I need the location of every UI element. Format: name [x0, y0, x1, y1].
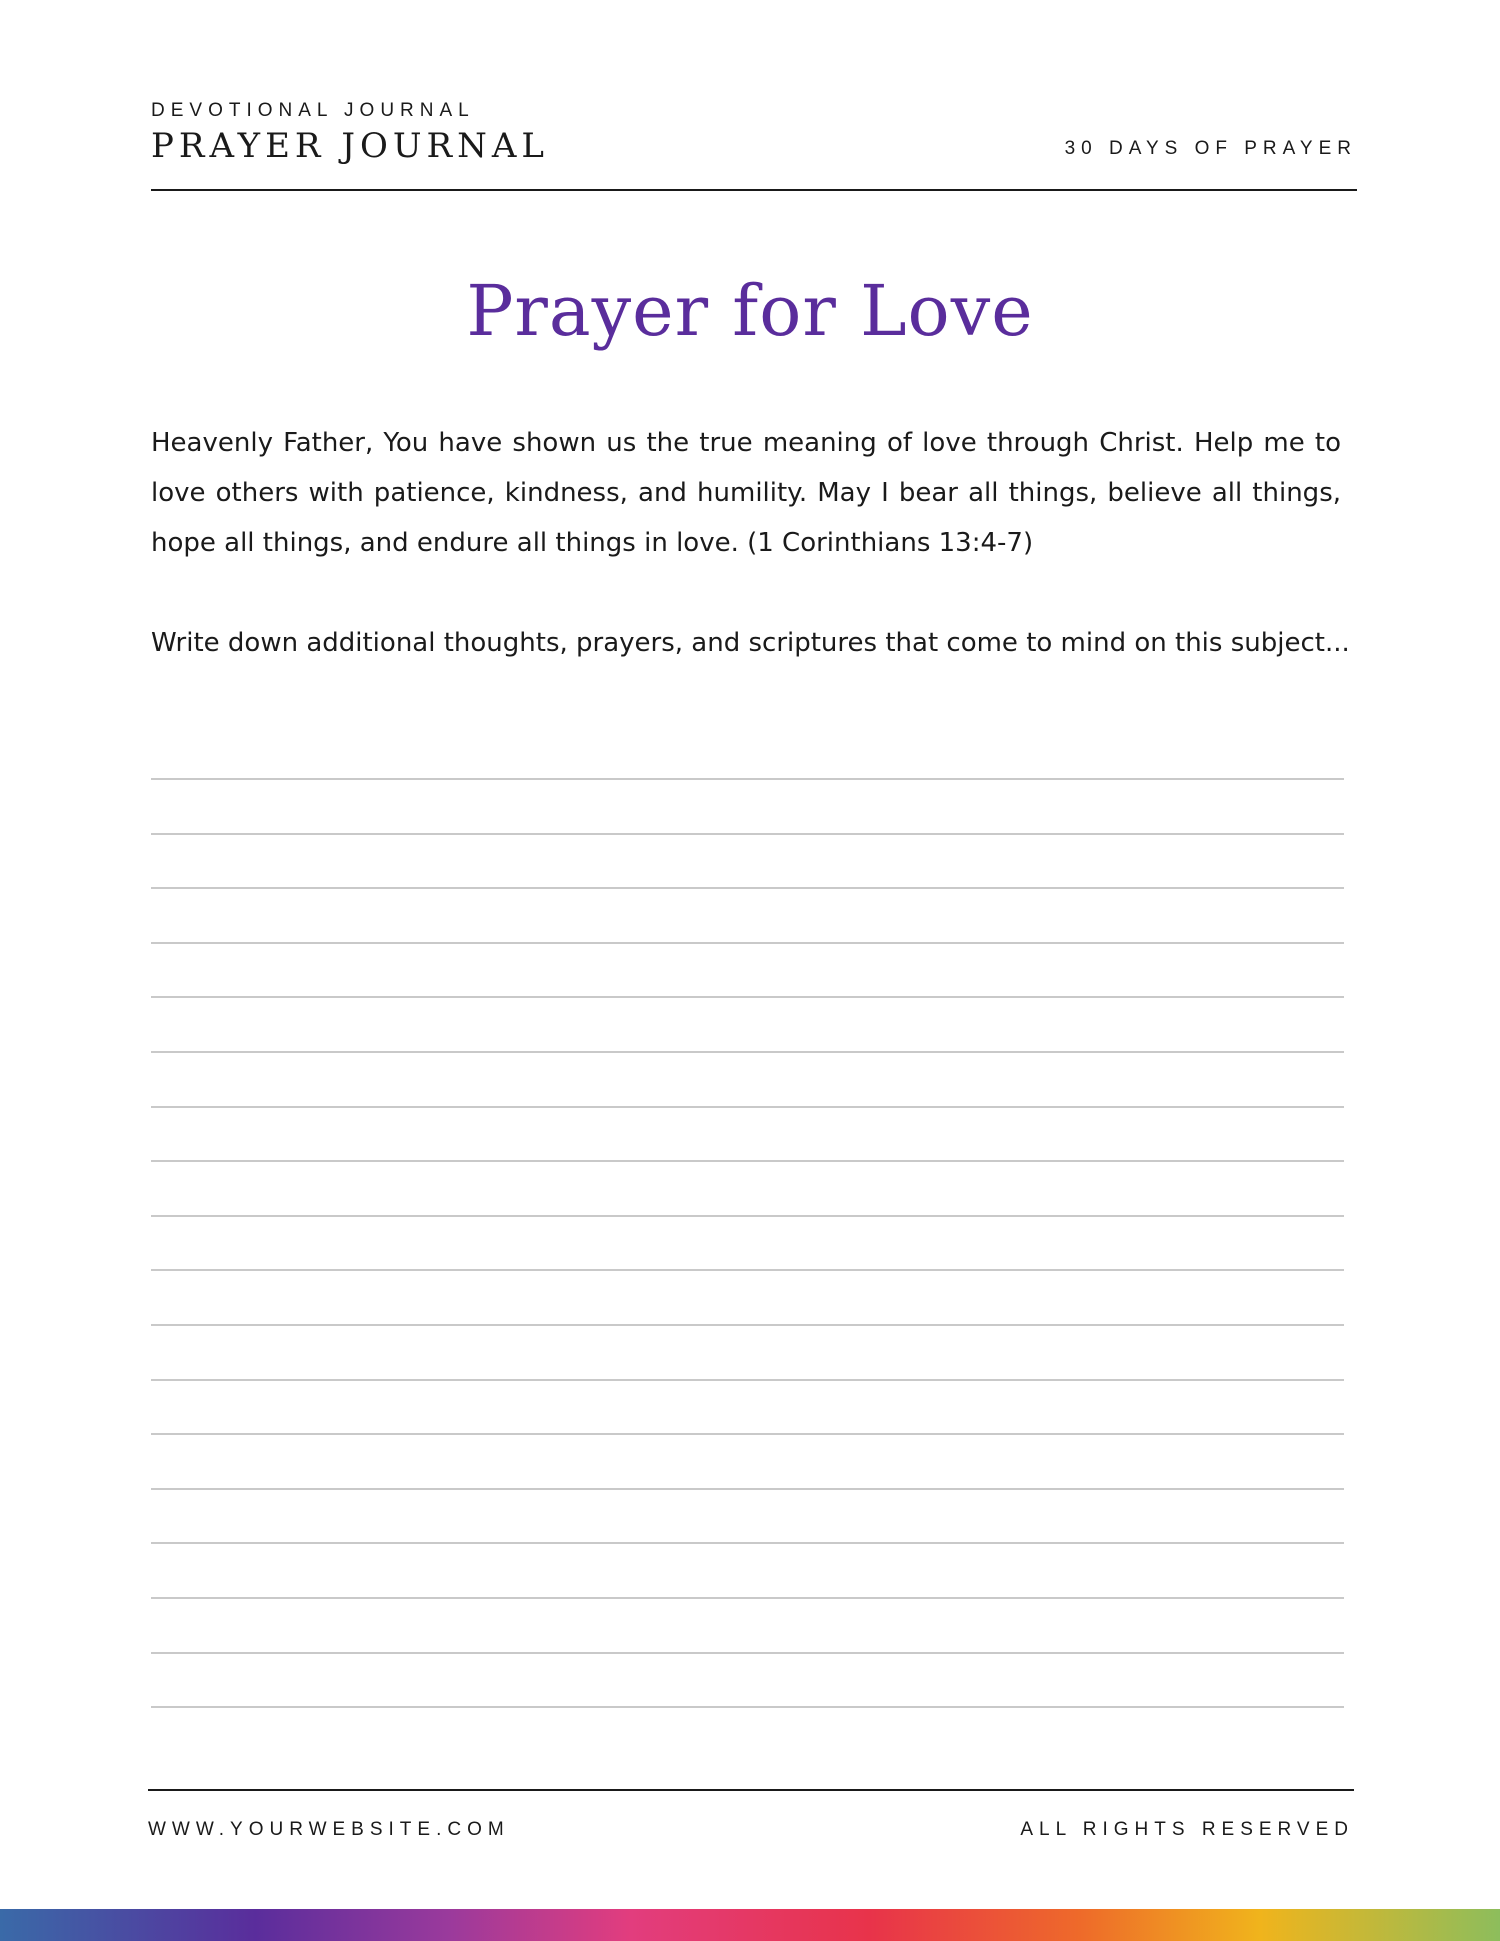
footer-rights: ALL RIGHTS RESERVED — [1020, 1819, 1354, 1840]
writing-prompt: Write down additional thoughts, prayers, and scriptures that come to mind on this subject... — [151, 628, 1350, 658]
footer-website: WWW.YOURWEBSITE.COM — [148, 1819, 510, 1840]
writing-line[interactable] — [151, 887, 1344, 889]
writing-line[interactable] — [151, 1379, 1344, 1381]
writing-line[interactable] — [151, 1160, 1344, 1162]
footer-divider — [148, 1789, 1354, 1791]
writing-area[interactable] — [151, 0, 1344, 1941]
writing-line[interactable] — [151, 1433, 1344, 1435]
header-days: 30 DAYS OF PRAYER — [1064, 138, 1357, 159]
writing-line[interactable] — [151, 1488, 1344, 1490]
writing-line[interactable] — [151, 996, 1344, 998]
writing-line[interactable] — [151, 1652, 1344, 1654]
writing-line[interactable] — [151, 1542, 1344, 1544]
writing-line[interactable] — [151, 1106, 1344, 1108]
writing-line[interactable] — [151, 942, 1344, 944]
header-brand: PRAYER JOURNAL — [151, 126, 549, 166]
rainbow-bar — [0, 1909, 1500, 1941]
prayer-text: Heavenly Father, You have shown us the true meaning of love through Christ. Help me to love others with patience, kindness, and humility. May I bear all things, believe all things, hope all things, and endure all things in love. (1 Corinthians 13:4-7) — [151, 428, 1341, 558]
page-title: Prayer for Love — [466, 270, 1034, 352]
header-kicker: DEVOTIONAL JOURNAL — [151, 100, 475, 121]
writing-line[interactable] — [151, 1597, 1344, 1599]
writing-line[interactable] — [151, 1269, 1344, 1271]
writing-line[interactable] — [151, 1324, 1344, 1326]
writing-line[interactable] — [151, 1215, 1344, 1217]
writing-line[interactable] — [151, 1051, 1344, 1053]
writing-line[interactable] — [151, 778, 1344, 780]
writing-line[interactable] — [151, 833, 1344, 835]
writing-line[interactable] — [151, 1706, 1344, 1708]
